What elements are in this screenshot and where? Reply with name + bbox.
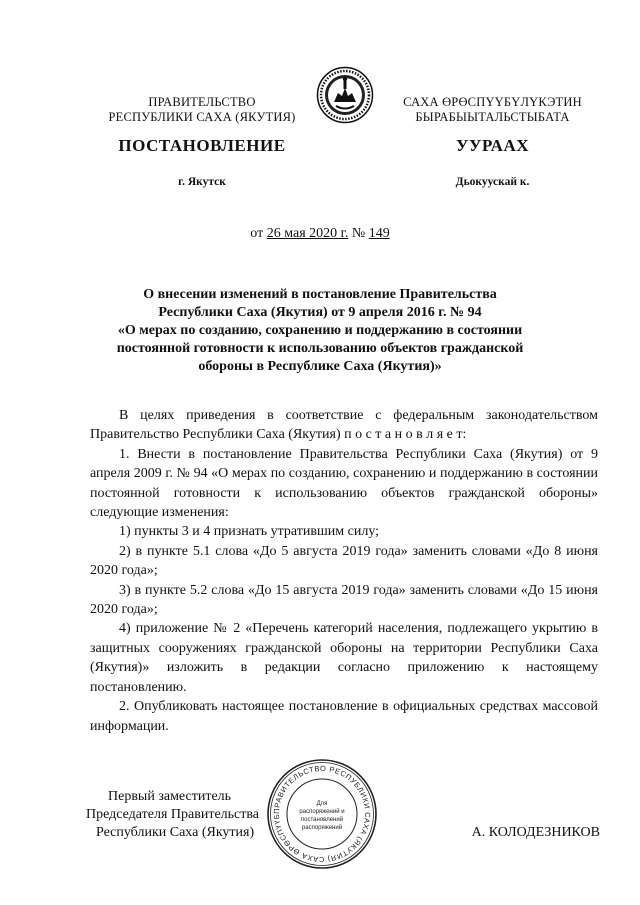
header-left — [92, 95, 312, 125]
document-body — [90, 406, 598, 736]
intro-line2: Правительство Республики Саха (Якутия) п о с т а н о в л я е т: — [90, 427, 467, 443]
header-right-line1: САХА ӨРӨСПҮҮБҮЛҮКЭТИН — [403, 95, 582, 109]
header-right-line2: БЫРАБЫЫТАЛЬСТЫБАТА — [415, 110, 570, 124]
header-right — [380, 95, 605, 125]
title-line4: постоянной готовности к использованию объектов гражданской — [116, 341, 524, 356]
stamp-center-line3: постановлений — [300, 817, 344, 823]
title-line2: Республики Саха (Якутия) от 9 апреля 2016 г. № 94 — [158, 305, 482, 320]
sub-item-2: 2) в пункте 5.1 слова «До 5 августа 2019 года» заменить словами «До 8 июня 2020 года»; — [90, 543, 598, 579]
stamp-center-line1: Для — [316, 801, 328, 807]
title-line5: обороны в Республике Саха (Якутия)» — [198, 359, 442, 374]
dateline-prefix: от — [250, 226, 264, 241]
stamp-ring-text: ПРАВИТЕЛЬСТВО РЕСПУБЛИКИ САХА (ЯКУТИЯ) САХА ӨРӨСПҮҮБ — [271, 763, 373, 865]
dateline-date: 26 мая 2020 г. — [266, 226, 349, 241]
header-left-line1: ПРАВИТЕЛЬСТВО — [148, 95, 256, 109]
document-title — [70, 286, 570, 376]
city-right: Дьокуускай к. — [455, 176, 530, 188]
doc-type-left: ПОСТАНОВЛЕНИЕ — [118, 136, 286, 155]
signature-block — [86, 788, 286, 842]
stamp-center-line2: распоряжений и — [299, 809, 345, 815]
sub-item-3: 3) в пункте 5.2 слова «До 15 августа 2019 года» заменить словами «До 15 июня 2020 года»; — [90, 582, 598, 618]
signature-line2: Председателя Правительства — [86, 807, 260, 822]
title-line3: «О мерах по созданию, сохранению и поддержанию в состоянии — [117, 323, 523, 338]
dateline — [0, 226, 640, 242]
dateline-no-label: № — [351, 226, 366, 241]
intro-line1: В целях приведения в соответствие с федеральным законодательством — [119, 408, 598, 423]
coat-of-arms-emblem — [316, 66, 374, 124]
stamp-center-line4: распоряжений — [301, 825, 343, 831]
item-1: 1. Внести в постановление Правительства Республики Саха (Якутия) от 9 апреля 2009 г. № 94 «О мерах по созданию, сохранению и поддержанию в состоянии постоянной готовности к использованию объектов гражданской обороны» следующие изменения: — [90, 446, 598, 521]
signature-line3: Республики Саха (Якутия) — [96, 825, 255, 840]
sub-item-4: 4) приложение № 2 «Перечень категорий населения, подлежащего укрытию в защитных сооружениях гражданской обороны на территории Республики Саха (Якутия)» изложить в редакции согласно приложению к настоящему постановлению. — [90, 621, 598, 695]
header-left-line2: РЕСПУБЛИКИ САХА (ЯКУТИЯ) — [108, 110, 296, 124]
item-2: 2. Опубликовать настоящее постановление в официальных средствах массовой информации. — [90, 699, 598, 734]
sub-item-1: 1) пункты 3 и 4 признать утратившим силу; — [119, 524, 380, 540]
dateline-number: 149 — [368, 226, 390, 241]
title-line1: О внесении изменений в постановление Правительства — [143, 287, 497, 302]
doc-type-right: УУРААХ — [456, 136, 529, 155]
city-left: г. Якутск — [178, 176, 226, 188]
official-stamp — [266, 758, 378, 870]
signature-line1: Первый заместитель — [108, 789, 232, 804]
signatory-name: А. КОЛОДЕЗНИКОВ — [471, 825, 600, 840]
